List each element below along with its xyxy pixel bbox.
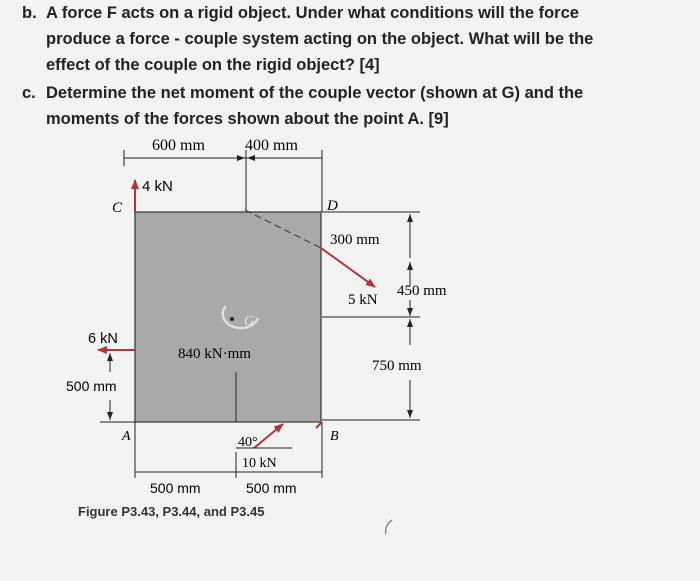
question-b-line2: produce a force - couple system acting on the object. What will be the [46, 30, 594, 48]
force-6kn-label: 6 kN [88, 331, 118, 347]
point-d-label: D [327, 198, 338, 214]
force-5kn-label: 5 kN [348, 292, 378, 308]
dim-450-label: 450 mm [397, 283, 447, 299]
question-c-line1-bold: net [160, 84, 186, 102]
point-a-label: A [122, 429, 131, 444]
dim-300-label: 300 mm [330, 232, 380, 248]
dim-bottom-right-label: 500 mm [246, 480, 297, 496]
force-b-arrow [316, 423, 321, 428]
question-c-label: c. [22, 84, 36, 102]
force-5kn-arrow [321, 248, 375, 287]
rigid-plate [135, 212, 321, 422]
point-g-label: G [244, 314, 255, 329]
figure-caption: Figure P3.43, P3.44, and P3.45 [78, 504, 265, 519]
question-b-line1: A force F acts on a rigid object. Under what conditions will the force [46, 4, 579, 22]
force-10kn-label: 10 kN [242, 456, 277, 471]
force-4kn-label: 4 kN [142, 178, 173, 195]
question-c-line1-post: moment of the couple vector (shown at G) and the [185, 84, 584, 102]
dim-750-label: 750 mm [372, 358, 422, 374]
point-g-dot [230, 317, 234, 321]
couple-label: 840 kN·mm [178, 346, 251, 362]
dim-500-left-label: 500 mm [66, 378, 117, 394]
force-10kn-arrow [254, 424, 283, 448]
point-c-label: C [112, 200, 123, 216]
question-b-label: b. [22, 4, 37, 22]
dim-top-right-label: 400 mm [245, 137, 298, 154]
point-b-label: B [330, 429, 339, 444]
question-b-line3: effect of the couple on the rigid object? [4] [46, 56, 380, 74]
pen-mark [386, 520, 392, 534]
question-c-line1-pre: Determine the [46, 84, 161, 102]
dim-top-left-label: 600 mm [152, 137, 205, 154]
question-c-line2: moments of the forces shown about the point A. [9] [46, 110, 449, 128]
angle-label: 40° [238, 435, 258, 450]
dim-bottom-left-label: 500 mm [150, 480, 201, 496]
